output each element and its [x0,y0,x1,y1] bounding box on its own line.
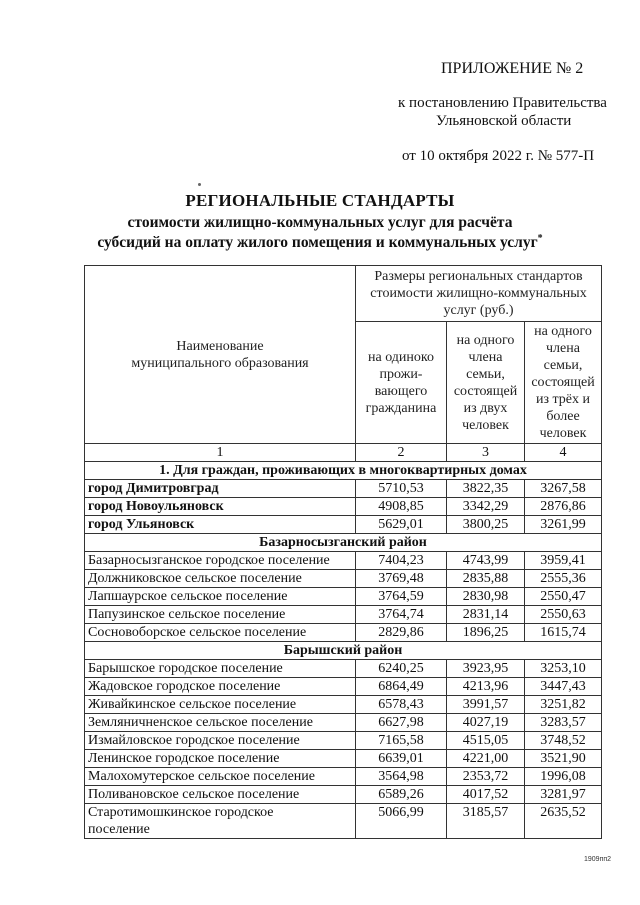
header-line: из двух [463,400,508,416]
value-three-plus: 2555,36 [525,570,602,588]
value-single: 3564,98 [356,768,447,786]
header-single-resident [356,322,447,444]
value-single: 7165,58 [356,732,447,750]
row-name: Земляничненское сельское поселение [85,714,356,732]
document-title: РЕГИОНАЛЬНЫЕ СТАНДАРТЫ [185,191,455,210]
subtitle-text: субсидий на оплату жилого помещения и коммунальных услуг [97,234,538,251]
value-three-plus: 2876,86 [525,498,602,516]
value-two: 3800,25 [447,516,525,534]
value-three-plus: 1996,08 [525,768,602,786]
row-name [85,804,356,839]
value-three-plus: 3261,99 [525,516,602,534]
header-group-line: услуг (руб.) [443,303,514,318]
table-row [85,498,602,516]
value-three-plus: 3521,90 [525,750,602,768]
header-line: состоящей [453,383,518,399]
value-two: 4515,05 [447,732,525,750]
value-two: 4213,96 [447,678,525,696]
resolution-line-1: к постановлению Правительства [398,95,607,111]
table-row [85,660,602,678]
row-name: Сосновоборское сельское поселение [85,624,356,642]
table-row [85,624,602,642]
row-name: Лапшаурское сельское поселение [85,588,356,606]
header-line: человек [462,417,509,433]
value-three-plus: 3283,57 [525,714,602,732]
resolution-line-2: Ульяновской области [436,113,572,129]
header-line: семьи, [466,366,505,382]
value-two: 3185,57 [447,804,525,839]
row-name: город Ульяновск [85,516,356,534]
value-two: 4027,19 [447,714,525,732]
value-single: 3764,59 [356,588,447,606]
document-subtitle-line-2 [0,234,640,252]
table-row [85,678,602,696]
district-row [85,642,602,660]
header-line: прожи- [379,366,423,382]
table-row [85,750,602,768]
header-line: члена [546,341,580,356]
footer-code: 1909пп2 [584,856,612,863]
value-three-plus: 2635,52 [525,804,602,839]
header-line: члена [468,349,503,365]
value-three-plus: 3281,97 [525,786,602,804]
row-name: Ленинское городское поселение [85,750,356,768]
footnote-mark: * [537,232,543,244]
value-single: 6627,98 [356,714,447,732]
value-two: 3342,29 [447,498,525,516]
header-line: из трёх и [535,392,591,407]
standards-table [84,265,602,839]
value-single: 3769,48 [356,570,447,588]
header-line: семьи, [543,358,583,373]
section-title: 1. Для граждан, проживающих в многоквартирных домах [85,462,602,480]
column-index: 1 [85,444,356,462]
value-single: 5066,99 [356,804,447,839]
header-line: на одного [456,332,515,348]
value-three-plus: 2550,47 [525,588,602,606]
value-single: 4908,85 [356,498,447,516]
column-index: 4 [525,444,602,462]
header-line: более [546,409,580,424]
value-two: 4017,52 [447,786,525,804]
value-two: 1896,25 [447,624,525,642]
value-two: 3991,57 [447,696,525,714]
table-row [85,768,602,786]
section-row [85,462,602,480]
header-family-of-two [447,322,525,444]
value-two: 2830,98 [447,588,525,606]
value-three-plus: 2550,63 [525,606,602,624]
row-name: Должниковское сельское поселение [85,570,356,588]
row-name-line: Старотимошкинское городское [88,805,274,820]
value-two: 2831,14 [447,606,525,624]
row-name: Поливановское сельское поселение [85,786,356,804]
header-group-line: Размеры региональных стандартов [374,269,583,284]
scan-dot [198,183,201,186]
value-three-plus: 3253,10 [525,660,602,678]
header-group [356,266,602,322]
value-three-plus: 3447,43 [525,678,602,696]
row-name: Жадовское городское поселение [85,678,356,696]
row-name: Измайловское городское поселение [85,732,356,750]
row-name: Базарносызганское городское поселение [85,552,356,570]
district-title: Базарносызганский район [85,534,602,552]
header-group-line: стоимости жилищно-коммунальных [370,286,587,301]
column-index: 2 [356,444,447,462]
value-three-plus: 3959,41 [525,552,602,570]
header-name-line: Наименование [176,338,264,354]
value-three-plus: 3251,82 [525,696,602,714]
value-three-plus: 3267,58 [525,480,602,498]
header-line: на одного [534,324,592,339]
header-name-line: муниципального образования [131,355,309,371]
table-row [85,552,602,570]
value-single: 3764,74 [356,606,447,624]
document-subtitle-line-1: стоимости жилищно-коммунальных услуг для расчёта [127,214,513,231]
row-name: Живайкинское сельское поселение [85,696,356,714]
table-row [85,696,602,714]
value-single: 2829,86 [356,624,447,642]
row-name-line: поселение [88,822,150,837]
table-row [85,516,602,534]
table-row [85,732,602,750]
value-three-plus: 3748,52 [525,732,602,750]
table-row [85,570,602,588]
table-row [85,606,602,624]
district-title: Барышский район [85,642,602,660]
row-name: Барышское городское поселение [85,660,356,678]
value-single: 6578,43 [356,696,447,714]
column-index: 3 [447,444,525,462]
table-row [85,588,602,606]
header-family-of-three-plus [525,322,602,444]
row-name: Папузинское сельское поселение [85,606,356,624]
row-name: город Димитровград [85,480,356,498]
value-single: 6639,01 [356,750,447,768]
value-single: 7404,23 [356,552,447,570]
value-three-plus: 1615,74 [525,624,602,642]
header-line: на одиноко [367,349,434,365]
value-single: 5629,01 [356,516,447,534]
value-single: 5710,53 [356,480,447,498]
column-index-row [85,444,602,462]
table-row [85,714,602,732]
table-row [85,786,602,804]
value-two: 4743,99 [447,552,525,570]
table-row [85,804,602,839]
district-row [85,534,602,552]
row-name: город Новоульяновск [85,498,356,516]
value-single: 6864,49 [356,678,447,696]
header-line: человек [539,426,587,441]
header-line: состоящей [531,375,595,390]
header-line: вающего [374,383,428,399]
header-name-column [85,266,356,444]
value-two: 2353,72 [447,768,525,786]
header-line: гражданина [365,400,437,416]
table-row [85,480,602,498]
value-two: 2835,88 [447,570,525,588]
value-two: 3923,95 [447,660,525,678]
row-name: Малохомутерское сельское поселение [85,768,356,786]
value-single: 6589,26 [356,786,447,804]
appendix-label: ПРИЛОЖЕНИЕ № 2 [441,60,584,77]
value-two: 4221,00 [447,750,525,768]
value-two: 3822,35 [447,480,525,498]
date-line: от 10 октября 2022 г. № 577-П [402,148,595,164]
value-single: 6240,25 [356,660,447,678]
